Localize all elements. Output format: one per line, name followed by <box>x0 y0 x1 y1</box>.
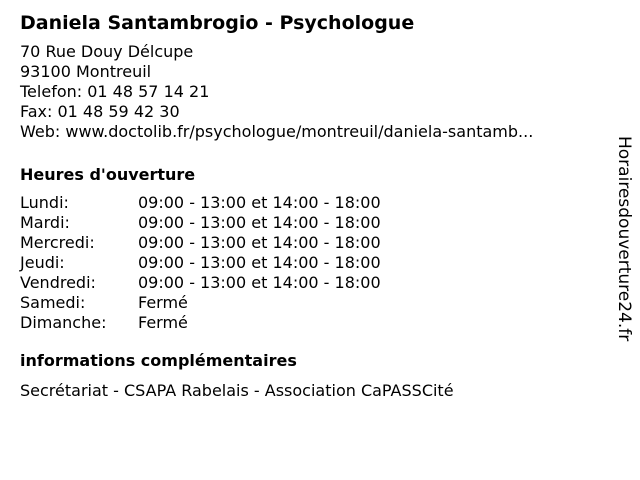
day-hours: 09:00 - 13:00 et 14:00 - 18:00 <box>138 233 381 252</box>
day-hours: Fermé <box>138 293 188 312</box>
hours-row-tuesday <box>20 213 600 233</box>
page-title: Daniela Santambrogio - Psychologue <box>20 12 415 34</box>
business-card <box>20 10 600 401</box>
hours-row-wednesday <box>20 233 600 253</box>
day-hours: 09:00 - 13:00 et 14:00 - 18:00 <box>138 253 381 272</box>
phone-number[interactable]: Telefon: 01 48 57 14 21 <box>20 82 210 101</box>
hours-row-saturday <box>20 293 600 313</box>
website-link[interactable] <box>20 122 600 142</box>
day-hours: 09:00 - 13:00 et 14:00 - 18:00 <box>138 273 381 292</box>
hours-row-sunday <box>20 313 600 333</box>
day-label: Dimanche: <box>20 313 107 332</box>
address-street: 70 Rue Douy Délcupe <box>20 42 194 61</box>
day-label: Jeudi: <box>20 253 65 272</box>
site-watermark: Horairesdouverture24.fr <box>614 136 634 342</box>
additional-info-heading: informations complémentaires <box>20 351 297 370</box>
hours-row-friday <box>20 273 600 293</box>
day-hours: Fermé <box>138 313 188 332</box>
additional-info-text: Secrétariat - CSAPA Rabelais - Association CaPASSCité <box>20 381 454 400</box>
opening-hours-heading: Heures d'ouverture <box>20 165 196 184</box>
day-label: Mercredi: <box>20 233 95 252</box>
day-label: Mardi: <box>20 213 70 232</box>
address-city: 93100 Montreuil <box>20 62 152 81</box>
day-label: Vendredi: <box>20 273 96 292</box>
website-link-text[interactable]: Web: www.doctolib.fr/psychologue/montreuil/daniela-santamb... <box>20 122 534 141</box>
hours-row-monday <box>20 193 600 213</box>
hours-row-thursday <box>20 253 600 273</box>
opening-hours-list <box>20 193 600 333</box>
day-label: Samedi: <box>20 293 86 312</box>
day-label: Lundi: <box>20 193 69 212</box>
fax-number: Fax: 01 48 59 42 30 <box>20 102 180 121</box>
day-hours: 09:00 - 13:00 et 14:00 - 18:00 <box>138 213 381 232</box>
day-hours: 09:00 - 13:00 et 14:00 - 18:00 <box>138 193 381 212</box>
